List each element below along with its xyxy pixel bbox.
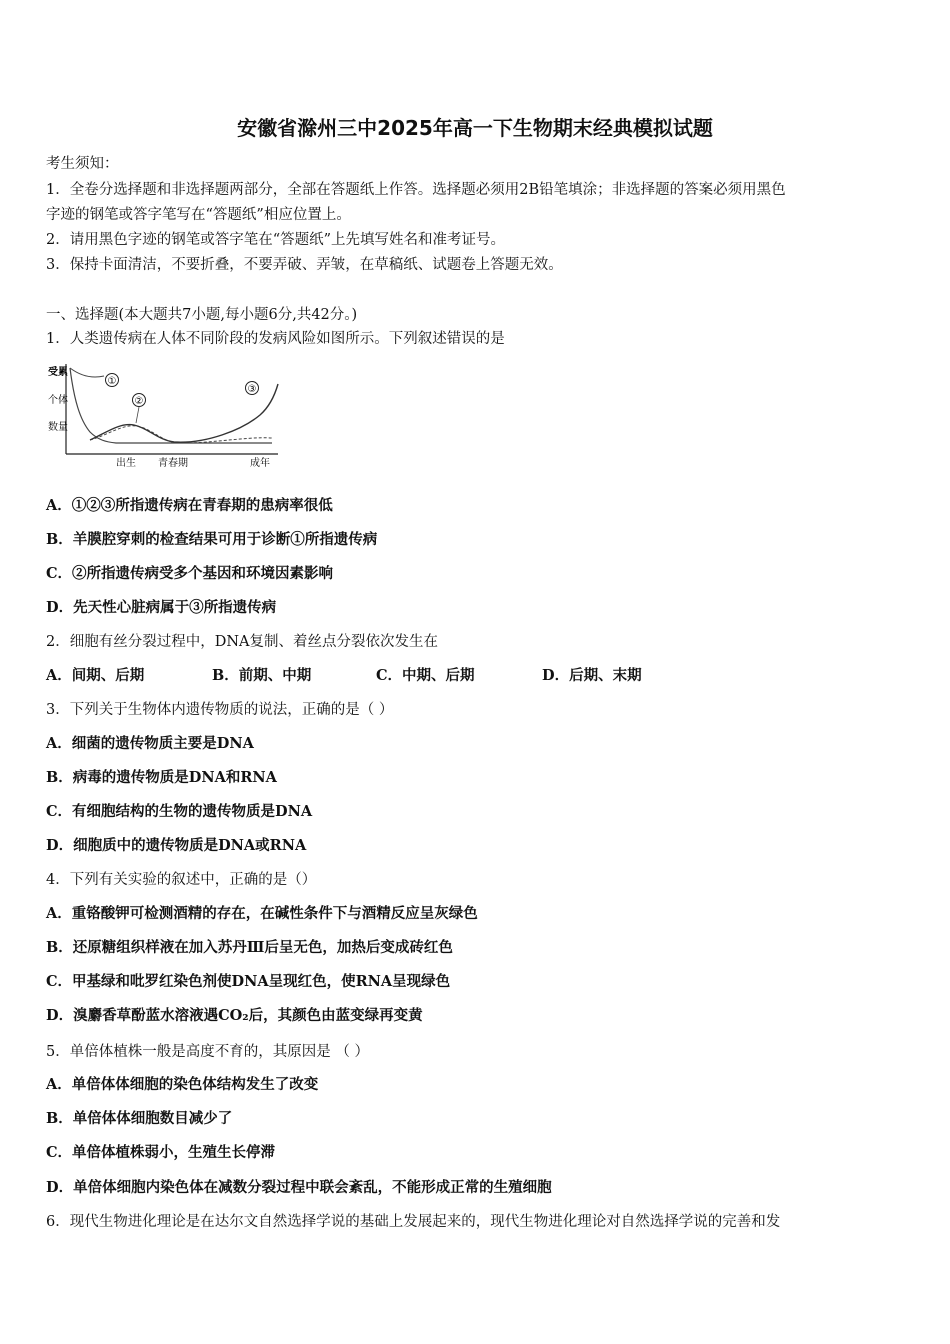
question-1-option-c: C．②所指遗传病受多个基因和环境因素影响 bbox=[46, 565, 334, 582]
question-6-stem: 6．现代生物进化理论是在达尔文自然选择学说的基础上发展起来的，现代生物进化理论对自然选择学说的完善和发 bbox=[46, 1214, 781, 1230]
x-label-birth: 出生 bbox=[116, 458, 136, 469]
notice-item-2: 2．请用黑色字迹的钢笔或答字笔在“答题纸”上先填写姓名和准考证号。 bbox=[46, 232, 506, 248]
marker-3-label: ③ bbox=[247, 384, 257, 395]
question-2-option-d: D．后期、末期 bbox=[542, 667, 642, 684]
y-label-1: 受累 bbox=[48, 367, 68, 378]
question-4-option-d: D．溴麝香草酚蓝水溶液遇CO₂后，其颜色由蓝变绿再变黄 bbox=[46, 1007, 423, 1024]
marker-1-label: ① bbox=[107, 376, 117, 387]
question-3-option-b: B．病毒的遗传物质是DNA和RNA bbox=[46, 769, 277, 786]
question-3-option-a: A．细菌的遗传物质主要是DNA bbox=[46, 735, 254, 752]
question-1-option-d: D．先天性心脏病属于③所指遗传病 bbox=[46, 599, 277, 616]
marker-2-label: ② bbox=[134, 396, 144, 407]
question-2-stem: 2．细胞有丝分裂过程中，DNA复制、着丝点分裂依次发生在 bbox=[46, 634, 439, 650]
notice-item-3: 3．保持卡面清洁，不要折叠，不要弄破、弄皱，在草稿纸、试题卷上答题无效。 bbox=[46, 257, 563, 273]
question-2-options bbox=[46, 664, 906, 684]
question-4-option-c: C．甲基绿和吡罗红染色剂使DNA呈现红色，使RNA呈现绿色 bbox=[46, 973, 451, 990]
question-4-stem: 4．下列有关实验的叙述中，正确的是（） bbox=[46, 872, 317, 888]
question-4-option-b: B．还原糖组织样液在加入苏丹Ⅲ后呈无色，加热后变成砖红色 bbox=[46, 939, 453, 956]
x-label-adult: 成年 bbox=[250, 458, 270, 469]
question-2-option-a: A．间期、后期 bbox=[46, 667, 145, 684]
question-1-option-b: B．羊膜腔穿刺的检查结果可用于诊断①所指遗传病 bbox=[46, 531, 378, 548]
y-label-3: 数量 bbox=[48, 422, 68, 433]
notice-item-1-cont: 字迹的钢笔或答字笔写在“答题纸”相应位置上。 bbox=[46, 207, 351, 223]
page-title: 安徽省滁州三中2025年高一下生物期末经典模拟试题 bbox=[237, 116, 713, 140]
question-5-option-d: D．单倍体细胞内染色体在减数分裂过程中联会紊乱，不能形成正常的生殖细胞 bbox=[46, 1179, 552, 1196]
question-1-stem: 1．人类遗传病在人体不同阶段的发病风险如图所示。下列叙述错误的是 bbox=[46, 331, 505, 347]
question-2-option-b: B．前期、中期 bbox=[212, 667, 312, 684]
curve-2-dashed bbox=[90, 426, 272, 443]
notice-item-1: 1．全卷分选择题和非选择题两部分，全部在答题纸上作答。选择题必须用2B铅笔填涂；非选择题的答案必须用黑色 bbox=[46, 182, 786, 198]
notice-heading: 考生须知： bbox=[46, 156, 119, 172]
question-3-option-c: C．有细胞结构的生物的遗传物质是DNA bbox=[46, 803, 313, 820]
disease-risk-graph bbox=[46, 360, 282, 470]
x-label-puberty: 青春期 bbox=[158, 458, 188, 469]
question-5-option-c: C．单倍体植株弱小，生殖生长停滞 bbox=[46, 1144, 276, 1161]
question-2-option-c: C．中期、后期 bbox=[376, 667, 475, 684]
y-label-2: 个体 bbox=[48, 395, 68, 406]
question-4-option-a: A．重铬酸钾可检测酒精的存在，在碱性条件下与酒精反应呈灰绿色 bbox=[46, 905, 478, 922]
section-heading: 一、选择题(本大题共7小题,每小题6分,共42分。) bbox=[46, 307, 358, 323]
question-5-option-b: B．单倍体体细胞数目减少了 bbox=[46, 1110, 233, 1127]
question-3-option-d: D．细胞质中的遗传物质是DNA或RNA bbox=[46, 837, 307, 854]
question-5-stem: 5．单倍体植株一般是高度不育的，其原因是 （ ） bbox=[46, 1044, 369, 1060]
question-5-option-a: A．单倍体体细胞的染色体结构发生了改变 bbox=[46, 1076, 319, 1093]
question-1-option-a: A．①②③所指遗传病在青春期的患病率很低 bbox=[46, 497, 333, 514]
curve-1-leader bbox=[70, 368, 104, 377]
question-3-stem: 3．下列关于生物体内遗传物质的说法，正确的是（ ） bbox=[46, 702, 394, 718]
curve-1 bbox=[70, 368, 272, 443]
